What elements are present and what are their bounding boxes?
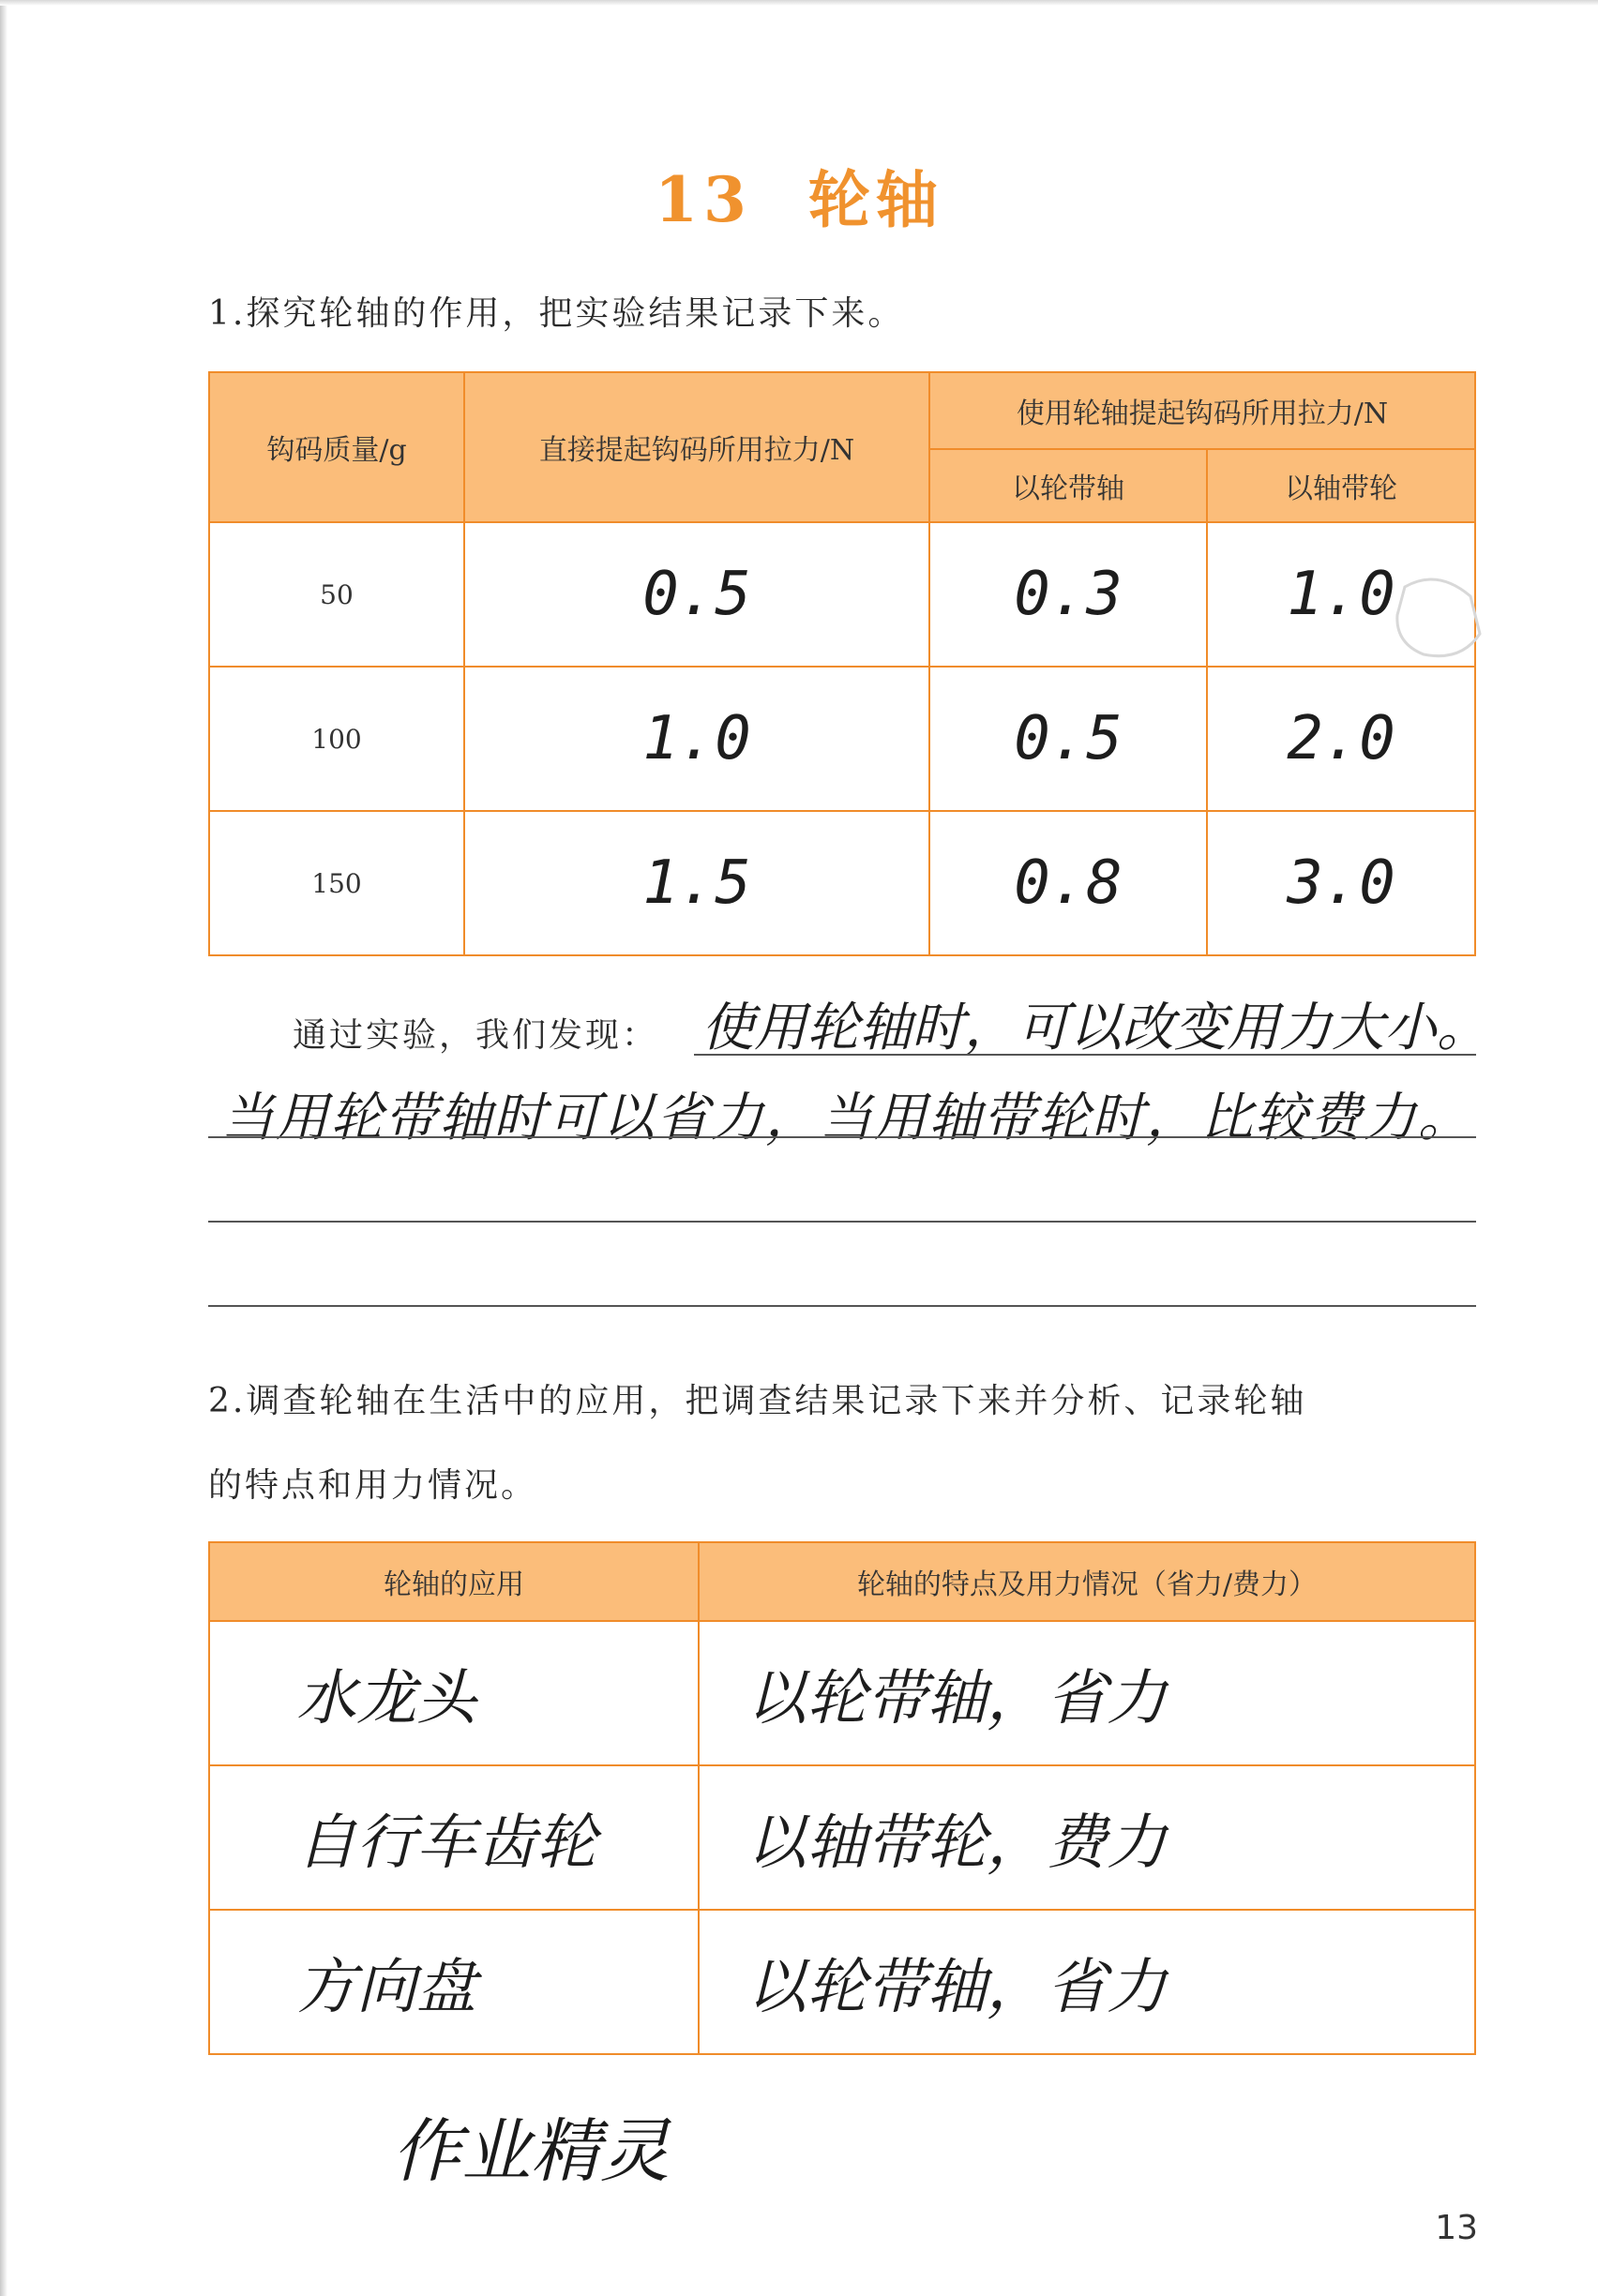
- mass-cell: 100: [209, 667, 464, 811]
- table-row: [209, 811, 1475, 955]
- finding-answer-line2[interactable]: 当用轮带轴时可以省力，当用轴带轮时，比较费力。: [221, 1088, 1472, 1148]
- direct-force-cell[interactable]: 0.5: [464, 522, 929, 667]
- header-mass: 钩码质量/g: [209, 372, 464, 522]
- table-row: [209, 1765, 1475, 1910]
- page-title: [0, 150, 1598, 239]
- watermark-stamp-icon: [1386, 568, 1489, 671]
- header-features: 轮轴的特点及用力情况（省力/费力）: [699, 1542, 1475, 1621]
- features-cell[interactable]: 以轴带轮，费力: [699, 1765, 1475, 1910]
- application-cell[interactable]: 水龙头: [209, 1621, 699, 1765]
- table-row: [209, 522, 1475, 667]
- wheel-drives-axle-cell[interactable]: 0.5: [929, 667, 1207, 811]
- header-wheel-axle-force: 使用轮轴提起钩码所用拉力/N: [929, 372, 1475, 449]
- axle-drives-wheel-cell[interactable]: 1.0: [1207, 522, 1475, 667]
- title-text: 轮轴: [807, 164, 943, 236]
- experiment-table: [208, 371, 1476, 956]
- header-axle-drives-wheel: 以轴带轮: [1207, 449, 1475, 522]
- question2-prompt-line2: 的特点和用力情况。: [208, 1466, 538, 1505]
- wheel-drives-axle-cell[interactable]: 0.8: [929, 811, 1207, 955]
- header-wheel-drives-axle: 以轮带轴: [929, 449, 1207, 522]
- answer-line: [208, 1136, 1476, 1138]
- application-cell[interactable]: 自行车齿轮: [209, 1765, 699, 1910]
- question2-prompt-line1: 2.调查轮轴在生活中的应用，把调查结果记录下来并分析、记录轮轴: [208, 1382, 1307, 1420]
- features-cell[interactable]: 以轮带轴，省力: [699, 1910, 1475, 2054]
- mass-cell: 50: [209, 522, 464, 667]
- answer-line: [694, 1054, 1476, 1056]
- page-number: 13: [1435, 2209, 1478, 2247]
- direct-force-cell[interactable]: 1.0: [464, 667, 929, 811]
- table-row: [209, 1910, 1475, 2054]
- handwritten-signature: 作业精灵: [392, 2111, 670, 2192]
- axle-drives-wheel-cell[interactable]: 2.0: [1207, 667, 1475, 811]
- finding-label: 通过实验，我们发现：: [293, 1016, 659, 1055]
- application-table: [208, 1541, 1476, 2055]
- features-cell[interactable]: 以轮带轴，省力: [699, 1621, 1475, 1765]
- title-number: 13: [655, 163, 752, 236]
- wheel-drives-axle-cell[interactable]: 0.3: [929, 522, 1207, 667]
- axle-drives-wheel-cell[interactable]: 3.0: [1207, 811, 1475, 955]
- answer-line: [208, 1221, 1476, 1223]
- table-row: [209, 667, 1475, 811]
- mass-cell: 150: [209, 811, 464, 955]
- answer-line: [208, 1305, 1476, 1307]
- header-direct-force: 直接提起钩码所用拉力/N: [464, 372, 929, 522]
- page-edge: [0, 0, 8, 2296]
- application-cell[interactable]: 方向盘: [209, 1910, 699, 2054]
- question1-prompt: 1.探究轮轴的作用，把实验结果记录下来。: [208, 294, 905, 333]
- direct-force-cell[interactable]: 1.5: [464, 811, 929, 955]
- finding-answer-line1[interactable]: 使用轮轴时，可以改变用力大小。: [701, 998, 1489, 1058]
- header-application: 轮轴的应用: [209, 1542, 699, 1621]
- page-edge-top: [0, 0, 1598, 6]
- table-row: [209, 1621, 1475, 1765]
